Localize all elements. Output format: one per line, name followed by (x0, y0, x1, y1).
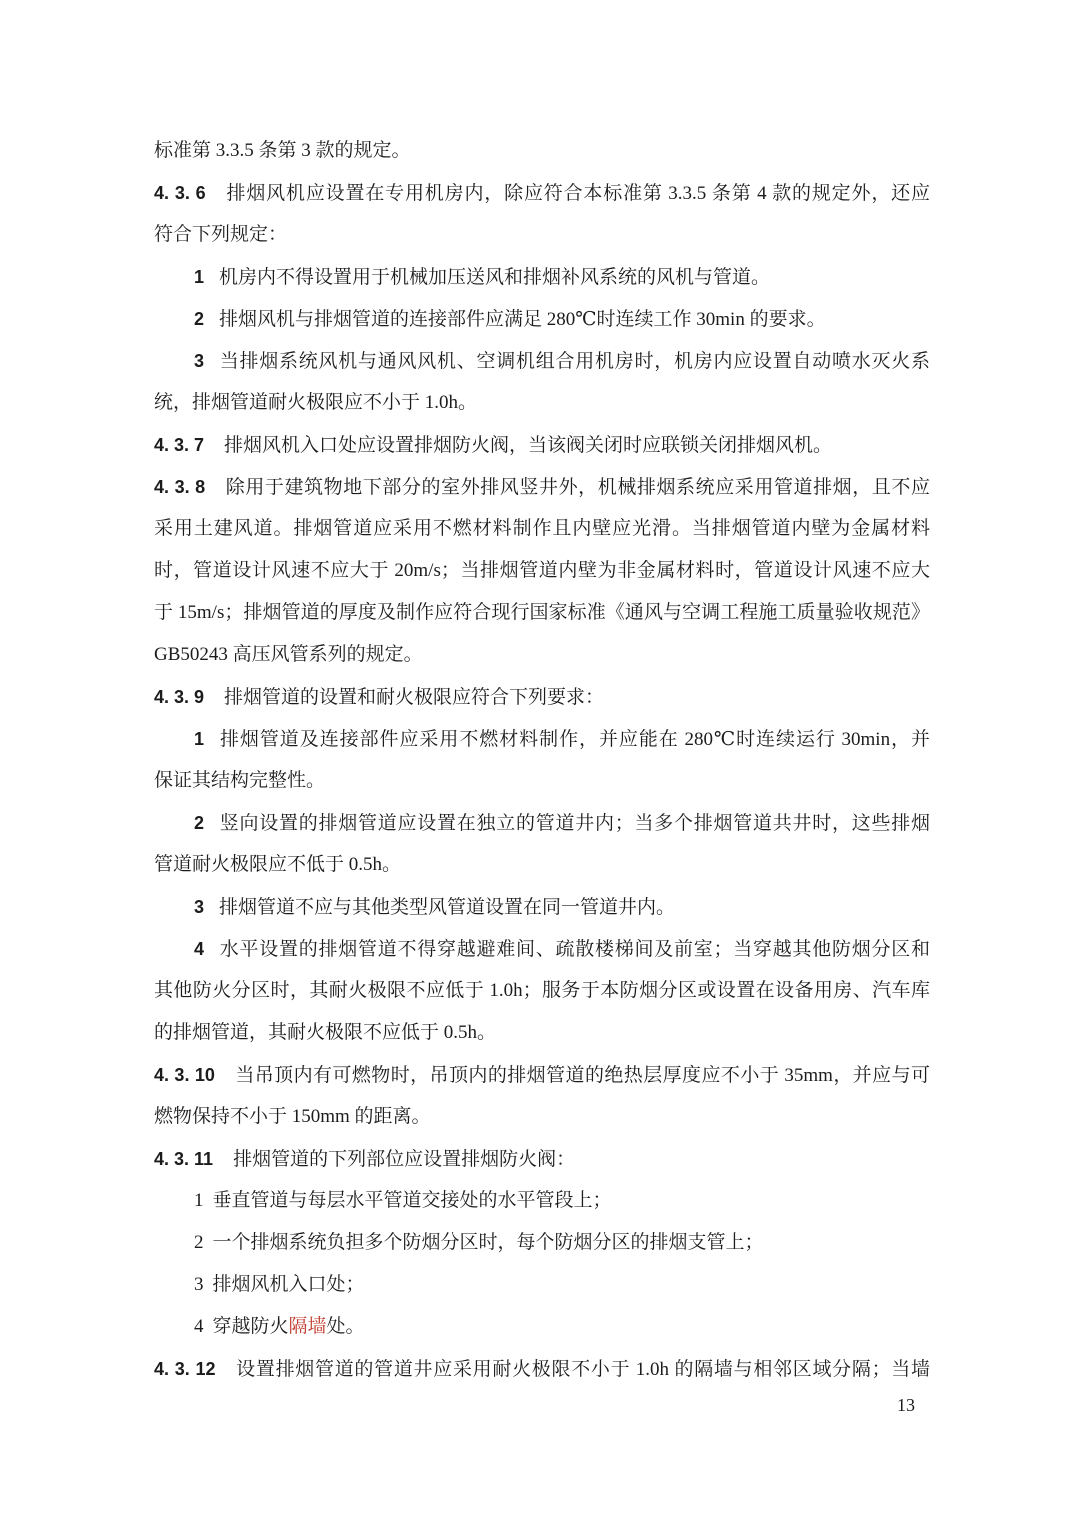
clause-4-3-6-item-2 (154, 298, 930, 340)
line-text: 设置排烟管道的管道井应采用耐火极限不小于 1.0h 的隔墙与相邻区域分隔；当墙 (235, 1359, 930, 1380)
line-text: 排烟风机与排烟管道的连接部件应满足 280℃时连续工作 30min 的要求。 (219, 309, 826, 330)
clause-4-3-9-item-3 (154, 886, 930, 928)
clause-4-3-9-item-4-continuation (154, 1012, 930, 1054)
line-text: 时，管道设计风速不应大于 20m/s；当排烟管道内壁为非金属材料时，管道设计风速不应大 (154, 560, 930, 581)
line-text: 排烟管道的下列部位应设置排烟防火阀： (233, 1149, 576, 1170)
line-text: 管道耐火极限应不低于 0.5h。 (154, 854, 402, 875)
line-text: 当吊顶内有可燃物时，吊顶内的排烟管道的绝热层厚度应不小于 35mm，并应与可 (234, 1065, 930, 1086)
line-text: 的排烟管道，其耐火极限不应低于 0.5h。 (154, 1022, 497, 1043)
line-text: 标准第 3.3.5 条第 3 款的规定。 (154, 140, 411, 161)
line-text: 其他防火分区时，其耐火极限不应低于 1.0h；服务于本防烟分区或设置在设备用房、汽车库 (154, 980, 930, 1001)
clause-4-3-11-item-3 (154, 1264, 930, 1306)
clause-4-3-6-item-1 (154, 256, 930, 298)
item-number: 3 (194, 897, 205, 917)
item-number: 3 (194, 351, 205, 371)
clause-4-3-9-item-2-continuation (154, 844, 930, 886)
line-text: 竖向设置的排烟管道应设置在独立的管道井内；当多个排烟管道共井时，这些排烟 (219, 813, 930, 834)
section-number: 4. 3. 9 (154, 687, 205, 707)
clause-4-3-6-continuation (154, 214, 930, 256)
clause-4-3-11-item-4 (154, 1306, 930, 1348)
line-text: 排烟管道不应与其他类型风管道设置在同一管道井内。 (219, 897, 676, 918)
line-text: 一个排烟系统负担多个防烟分区时，每个防烟分区的排烟支管上； (212, 1232, 764, 1253)
line-text: 排烟管道的设置和耐火极限应符合下列要求： (224, 687, 605, 708)
section-number: 4. 3. 6 (154, 183, 206, 203)
line-text: GB50243 高压风管系列的规定。 (154, 644, 423, 665)
clause-4-3-8-continuation (154, 592, 930, 634)
item-number: 3 (194, 1274, 204, 1295)
clause-4-3-9 (154, 676, 930, 718)
line-text: 符合下列规定： (154, 224, 288, 245)
section-number: 4. 3. 11 (154, 1149, 214, 1169)
clause-4-3-9-item-1 (154, 718, 930, 760)
clause-4-3-6-item-3 (154, 340, 930, 382)
page-number: 13 (897, 1395, 915, 1415)
clause-4-3-8 (154, 466, 930, 508)
line-text: 保证其结构完整性。 (154, 770, 326, 791)
section-number: 4. 3. 12 (154, 1359, 216, 1379)
clause-4-3-12 (154, 1348, 930, 1390)
section-number: 4. 3. 10 (154, 1065, 215, 1085)
clause-4-3-11-item-2 (154, 1222, 930, 1264)
line-text: 处。 (326, 1316, 365, 1337)
line-text: 排烟风机入口处应设置排烟防火阀，当该阀关闭时应联锁关闭排烟风机。 (224, 435, 833, 456)
line-text: 穿越防火 (212, 1316, 289, 1337)
clause-4-3-11-item-1 (154, 1180, 930, 1222)
clause-4-3-10 (154, 1054, 930, 1096)
line-text: 水平设置的排烟管道不得穿越避难间、疏散楼梯间及前室；当穿越其他防烟分区和 (219, 939, 930, 960)
clause-4-3-6-item-3-continuation (154, 382, 930, 424)
section-number: 4. 3. 8 (154, 477, 206, 497)
clause-4-3-8-continuation (154, 634, 930, 676)
section-number: 4. 3. 7 (154, 435, 205, 455)
item-number: 4 (194, 1316, 204, 1337)
clause-4-3-6 (154, 172, 930, 214)
item-number: 1 (194, 729, 205, 749)
line-text: 采用土建风道。排烟管道应采用不燃材料制作且内壁应光滑。当排烟管道内壁为金属材料 (154, 518, 930, 539)
clause-4-3-9-item-4 (154, 928, 930, 970)
line-text: 垂直管道与每层水平管道交接处的水平管段上； (212, 1190, 612, 1211)
item-number: 2 (194, 309, 205, 329)
line-text: 排烟管道及连接部件应采用不燃材料制作，并应能在 280℃时连续运行 30min，并 (219, 729, 930, 750)
item-number: 4 (194, 939, 205, 959)
highlighted-text: 隔墙 (288, 1316, 327, 1337)
clause-4-3-7 (154, 424, 930, 466)
clause-4-3-8-continuation (154, 550, 930, 592)
item-number: 2 (194, 813, 205, 833)
line-text: 机房内不得设置用于机械加压送风和排烟补风系统的风机与管道。 (219, 267, 771, 288)
clause-4-3-9-item-4-continuation (154, 970, 930, 1012)
item-number: 1 (194, 1190, 204, 1211)
item-number: 1 (194, 267, 205, 287)
line-text: 统，排烟管道耐火极限应不小于 1.0h。 (154, 392, 478, 413)
line-text: 除用于建筑物地下部分的室外排风竖井外，机械排烟系统应采用管道排烟，且不应 (225, 477, 930, 498)
line-text: 于 15m/s；排烟管道的厚度及制作应符合现行国家标准《通风与空调工程施工质量验收规范》 (154, 602, 930, 623)
clause-4-3-10-continuation (154, 1096, 930, 1138)
line-text: 当排烟系统风机与通风风机、空调机组合用机房时，机房内应设置自动喷水灭火系 (219, 351, 930, 372)
line-text: 排烟风机应设置在专用机房内，除应符合本标准第 3.3.5 条第 4 款的规定外，还应 (225, 183, 930, 204)
line-text: 排烟风机入口处； (212, 1274, 365, 1295)
clause-4-3-5-continuation (154, 130, 930, 172)
clause-4-3-8-continuation (154, 508, 930, 550)
clause-4-3-11 (154, 1138, 930, 1180)
clause-4-3-9-item-1-continuation (154, 760, 930, 802)
clause-4-3-9-item-2 (154, 802, 930, 844)
item-number: 2 (194, 1232, 204, 1253)
document-body (154, 130, 930, 1390)
line-text: 燃物保持不小于 150mm 的距离。 (154, 1106, 431, 1127)
